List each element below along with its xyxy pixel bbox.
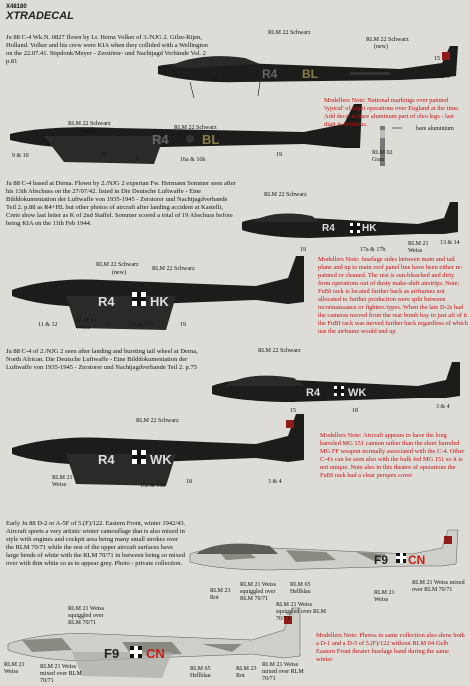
stencil-2-1314: 13 & 14 — [440, 240, 460, 246]
code-right-1b: BL — [202, 132, 220, 147]
stencil-1-19b: 19 — [276, 152, 282, 158]
label-4-a: RLM 23 Rot — [210, 588, 231, 601]
stencil-3-rlm21: RLM 21 Weiss — [52, 475, 73, 488]
label-4-d: RLM 21 Weiss — [374, 590, 395, 603]
stencil-2-17: 17a & 17b — [360, 247, 386, 253]
profile-1-side — [150, 36, 468, 106]
stencil-1-19: 19 — [211, 77, 217, 83]
code-left-3: R4 — [306, 387, 321, 399]
label-1-top-scheme: RLM 22 Schwarz — [68, 121, 111, 127]
stencil-1-15: 15 — [434, 56, 440, 62]
code-left-4: F9 — [374, 553, 389, 567]
code-left-2: R4 — [322, 223, 335, 234]
label-1-top-new: (new) — [82, 129, 96, 135]
code-right-1: BL — [302, 67, 318, 81]
label-1-new: (new) — [374, 44, 388, 50]
stencil-3-18b: 18 — [186, 479, 192, 485]
stencil-1-1: 1 — [164, 71, 167, 77]
sheet-code: X48180 — [6, 4, 27, 10]
xtradecal-logo — [6, 4, 74, 26]
stencil-3-16: 16a & 16b — [140, 483, 166, 489]
label-2-top-scheme-b: RLM 22 Schwarz — [152, 266, 195, 272]
label-4-e: RLM 21 Weiss squiggled over RLM 70/71 — [68, 606, 105, 626]
modellers-note-2: Modellers Note: fuselage sides between main and tail plane and up to main roof panel line have been either re-painted or cleaned. The rest is sun-bleached and dirty from operations out of dusty make-shift airstrips. Note; FuBI rack is located further back as airframes not allocated to further production were split between reconnaissance or fighters types. When the late D-2s had the cameras moved from the rear bomb bay to just aft of it the FuBI rack was moved further back regardless of which use the airframe would end up — [318, 256, 468, 335]
label-1-side-scheme-2: RLM 22 Schwarz — [366, 37, 409, 43]
label-3-top-scheme: RLM 22 Schwarz — [136, 418, 179, 424]
code-left-1: R4 — [262, 67, 278, 81]
code-right-3: WK — [348, 387, 367, 399]
label-4-i: RLM 21 Weiss mixed over RLM 70/71 — [40, 664, 82, 684]
stencil-2-rlm21: RLM 21 Weiss — [408, 241, 429, 254]
stencil-3-34: 3 & 4 — [436, 404, 450, 410]
label-1-top-scheme-b: RLM 22 Schwarz — [174, 125, 217, 131]
caption-4: Early Ju 88 D-2 or A-5F of 5.(F)/122. Eastern Front, winter 1942/43. Aircraft sports a very artistic winter camouflage that is also mixed in style with engines and cockpit area being many small strokes over the RLM 70/71 while the rest of the upper aircraft surfaces have large bends of white with the RLM 70/71 in between being so mixed over with thin white so as to appear grey. Photo - private collection. — [6, 520, 186, 567]
label-4-c: RLM 65 Hellblau — [290, 582, 311, 595]
caption-2: Ju 88 C-4 based at Derna. Flown by 2./NJG 2 expertan Fw. Hermann Sommer seen after his 13th Abschuss on the 27/07/42. listed in Die Deutsche Luftwaffe - Eine Bilddokumentation der Luftwaffe von 1935-1945 - Zerstorer und Nachtjagdverbande Teil 2. p.88 as R4+HL but other photos of aircraft after landing accident at Kastelli, Crete show last letter as K of 2nd Staffel. Sommer scored a total of 19 Abschuss before being KIA on the 11th Feb 1944. — [6, 180, 236, 227]
label-3-side-scheme: RLM 22 Schwarz — [258, 348, 301, 354]
label-bare-aluminium: bare aluminium — [416, 126, 454, 132]
code-left-3b: R4 — [98, 452, 115, 467]
stencil-2-15: 15 — [104, 322, 110, 328]
stencil-2-1112: 11 & 12 — [38, 322, 58, 328]
stencil-1-2: 2 — [136, 156, 139, 162]
caption-1: Ju 88 C-4 Wk.N. 0827 flown by Lt. Heinz Volker of 3./NJG 2. Gilze-Rijen, Holland. Volker and his crew were KIA when they collided with a Wellington on the 22.07.41. Stipdonk/Meyer - Zerstörer- und Nachtjagd Verbände Vol. 2 p.81 — [6, 34, 208, 65]
modellers-note-3: Modellers Note: Aircraft appears to have the long barreled MG 151 cannon rather than the short barreled MG FF weapon normally associated with the C-4. Other C-4's can be seen also with the bulk fed MG 151 so it is not unique. Note also in this theatre of operations the FuBI rack had a clear perspex cover — [320, 432, 465, 479]
label-4-l: RLM 21 Weiss mixed over RLM 70/71 — [262, 662, 304, 682]
code-left-1b: R4 — [152, 132, 169, 147]
code-right-2: HK — [362, 223, 377, 234]
stencil-1-910: 9 & 10 — [12, 153, 29, 159]
label-4-b: RLM 21 Weiss squiggled over RLM 70/71 — [240, 582, 277, 602]
modellers-note-4: Modellers Note: Photos in same collection also show both a D-1 and a D-5 of 5.(F)/122 without RLM 04 Gelb Eastern Front theater fuselage band during the same winter — [316, 632, 465, 663]
label-4-f: RLM 21 Weiss mixed over RLM 70/71 — [412, 580, 465, 593]
profile-4-side — [186, 524, 468, 588]
profile-2-lower — [6, 246, 306, 332]
label-2-side-scheme: RLM 22 Schwarz — [264, 192, 307, 198]
code-left-4b: F9 — [104, 646, 120, 661]
stencil-2-rlm21-top: RLM 21 Weiss — [76, 318, 97, 331]
stencil-2-19: 19 — [300, 247, 306, 253]
stencil-1-16: 16a & 16b — [180, 157, 206, 163]
label-2-top-scheme: RLM 22 Schwarz — [96, 262, 139, 268]
label-4-g: RLM 21 Weiss squiggled over RLM 70/71 — [276, 602, 326, 622]
brand-name: XTRADECAL — [6, 10, 74, 22]
code-right-3b: WK — [150, 452, 172, 467]
oleo-leg-detail — [372, 120, 412, 176]
stencil-3-34b: 3 & 4 — [268, 479, 282, 485]
label-1-side-scheme: RLM 22 Schwarz — [268, 30, 311, 36]
swastika-1-side — [442, 52, 450, 60]
label-4-k: RLM 23 Rot — [236, 666, 257, 679]
stencil-3-18: 18 — [352, 408, 358, 414]
code-left-2b: R4 — [98, 294, 115, 309]
label-4-h: RLM 21 Weiss — [4, 662, 25, 675]
stencil-1-15b: 15 — [101, 152, 107, 158]
stencil-2-19b: 19 — [180, 322, 186, 328]
label-4-j: RLM 65 Hellblau — [190, 666, 211, 679]
stencil-3-15: 15 — [290, 408, 296, 414]
modellers-note-1: Modellers Note: National markings over painted 'typical' of night operations over England at the time. Add decal to bare aluminum part of oleo legs - last digit is fictitious. — [324, 97, 460, 128]
caption-3: Ju 88 C-4 of 2./NJG 2 seen after landing and bursting tail wheel at Derna, North African. Die Deutsche Luftwaffe - Eine Bilddokumentation der Luftwaffe von 1935-1945 - Zerstorer und Nachtjagdverbande Teil 2. p.75 — [6, 348, 198, 371]
label-2-top-new: (new) — [112, 270, 126, 276]
code-right-4b: CN — [146, 646, 165, 661]
stencil-1-58: 5 & 8 — [436, 74, 450, 80]
code-right-4: CN — [408, 553, 426, 567]
stencil-2-17b: 17a & 17b — [128, 322, 154, 328]
code-right-2b: HK — [150, 294, 169, 309]
label-oleo-scheme: RLM 02 Grau — [372, 150, 393, 163]
